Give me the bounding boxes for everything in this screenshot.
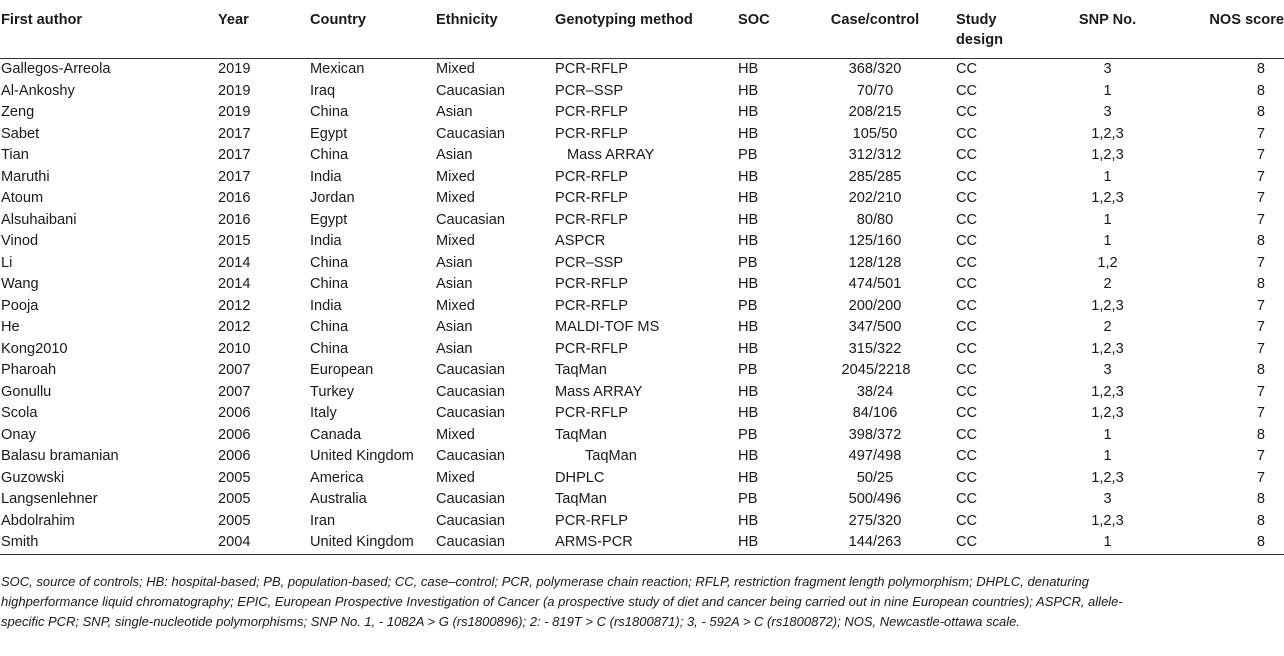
cell-nos-score: 7 [1256,125,1265,142]
cell-nos-score: 7 [1256,319,1265,335]
cell-study-design: CC [956,469,978,486]
cell-study-design: CC [956,147,978,163]
cell-country: Egypt [310,211,348,228]
table-body [0,59,1284,555]
cell-ethnicity: Caucasian [436,405,505,421]
cell-nos-score: 7 [1256,448,1265,464]
cell-genotyping-method: PCR-RFLP [555,405,628,421]
cell-study-design: CC [956,61,978,77]
cell-country: United Kingdom [284,532,428,554]
cell-study-design: CC [956,340,978,357]
cell-country: Egypt [310,125,348,142]
cell-country: China [310,319,349,335]
table-row [0,532,1284,554]
cell-nos-score: 7 [1256,469,1265,486]
cell-snp-no: 1 [1103,426,1112,443]
cell-study-design: CC [956,276,978,292]
cell-country: India [310,233,342,249]
cell-first-author: Sabet [1,125,40,142]
cell-first-author: Guzowski [1,469,65,486]
cell-case-control: 275/320 [848,512,902,529]
cell-genotyping-method: Mass ARRAY [567,147,655,163]
cell-case-control: 144/263 [810,532,940,554]
cell-year: 2016 [218,211,251,228]
cell-study-design: CC [956,125,978,142]
cell-case-control: 38/24 [856,383,894,400]
cell-country: Turkey [310,383,355,400]
cell-country: China [310,276,349,292]
table-header [0,0,1284,59]
cell-snp-no: 1 [1103,211,1112,228]
table-row [0,360,1284,382]
cell-genotyping-method: TaqMan [555,362,607,378]
header-first-author: First author [0,0,218,59]
cell-study-design: CC [956,362,978,378]
cell-nos-score: 8 [1162,532,1284,554]
cell-ethnicity: Caucasian [436,125,505,142]
cell-ethnicity: Mixed [436,233,475,249]
cell-ethnicity: Caucasian [436,448,505,464]
cell-genotyping-method: DHPLC [555,469,605,486]
cell-year: 2005 [218,469,251,486]
cell-nos-score: 8 [1256,362,1265,378]
cell-case-control: 70/70 [856,82,894,99]
cell-soc: PB [738,362,758,378]
cell-year: 2014 [218,276,251,292]
cell-country: Iraq [310,82,336,99]
table-row [0,145,1284,167]
cell-snp-no: 1,2,3 [1091,469,1124,486]
cell-year: 2006 [218,405,251,421]
cell-ethnicity: Asian [436,276,473,292]
header-snp-no: SNP No. [1053,0,1162,59]
cell-first-author: He [1,319,20,335]
cell-nos-score: 7 [1256,190,1265,206]
cell-genotyping-method: PCR-RFLP [555,168,628,185]
table-row [0,468,1284,490]
cell-soc: HB [738,448,759,464]
table-row [0,167,1284,189]
cell-year: 2007 [218,362,251,378]
cell-country: India [310,168,342,185]
cell-snp-no: 3 [1103,104,1112,120]
table-row [0,274,1284,296]
cell-snp-no: 1 [1103,168,1112,185]
cell-snp-no: 1,2 [1097,254,1118,271]
cell-year: 2006 [218,448,251,464]
table-row [0,59,1284,81]
cell-ethnicity: Asian [436,340,473,357]
cell-first-author: Alsuhaibani [1,211,77,228]
cell-first-author: Scola [1,405,38,421]
cell-soc: HB [738,211,759,228]
cell-ethnicity: Caucasian [428,532,547,554]
cell-snp-no: 1,2,3 [1091,340,1124,357]
cell-genotyping-method: ASPCR [555,233,606,249]
table-row [0,339,1284,361]
cell-first-author: Pharoah [1,362,57,378]
cell-case-control: 368/320 [848,61,902,77]
cell-genotyping-method: PCR-RFLP [555,125,628,142]
cell-study-design: CC [956,297,978,314]
header-genotyping-method: Genotyping method [547,0,732,59]
cell-year: 2019 [218,104,251,120]
cell-snp-no: 2 [1103,276,1112,292]
table-row [0,511,1284,533]
cell-study-design: CC [956,82,978,99]
cell-snp-no: 3 [1103,362,1112,378]
cell-case-control: 315/322 [848,340,902,357]
header-nos-score: NOS score [1162,0,1284,59]
table-row [0,102,1284,124]
cell-ethnicity: Caucasian [436,491,505,507]
cell-ethnicity: Caucasian [436,82,505,99]
cell-study-design: CC [956,104,978,120]
cell-nos-score: 7 [1256,211,1265,228]
cell-first-author: Langsenlehner [1,491,98,507]
table-row [0,317,1284,339]
cell-ethnicity: Mixed [436,61,475,77]
cell-nos-score: 7 [1256,168,1265,185]
cell-study-design: CC [956,233,978,249]
cell-year: 2014 [218,254,251,271]
cell-first-author: Abdolrahim [1,512,75,529]
cell-snp-no: 1,2,3 [1091,383,1124,400]
header-case-control: Case/control [810,0,940,59]
cell-genotyping-method: MALDI-TOF MS [555,319,660,335]
cell-ethnicity: Asian [436,147,473,163]
cell-nos-score: 8 [1256,82,1265,99]
cell-country: India [310,297,342,314]
cell-genotyping-method: PCR-RFLP [555,61,628,77]
cell-snp-no: 2 [1103,319,1112,335]
cell-genotyping-method: PCR-RFLP [555,104,628,120]
cell-ethnicity: Asian [436,254,473,271]
cell-soc: HB [738,405,759,421]
cell-country: Italy [310,405,337,421]
cell-genotyping-method: TaqMan [555,491,607,507]
cell-soc: HB [738,190,759,206]
cell-genotyping-method: ARMS-PCR [547,532,732,554]
cell-first-author: Wang [1,276,39,292]
cell-soc: HB [738,276,759,292]
table-footnote: SOC, source of controls; HB: hospital-based; PB, population-based; CC, case–control; PCR, polymerase chain reaction; RFLP, restriction fragment length polymorphism; DHPLC, denaturing highperformance liquid chromatography; EPIC, European Prospective Investigation of Cancer (a prospective study of diet and cancer being carried out in nine European countries); ASPCR, allele-specific PCR; SNP, single-nucleotide polymorphisms; SNP No. 1, - 1082A > G (rs1800896); 2: - 819T > C (rs1800871); 3, - 592A > C (rs1800872); NOS, Newcastle-ottawa scale. [1,574,1123,629]
cell-snp-no: 3 [1103,61,1112,77]
cell-case-control: 128/128 [848,254,902,271]
cell-case-control: 202/210 [848,190,902,206]
cell-country: Canada [310,426,362,443]
cell-country: European [310,362,374,378]
cell-first-author: Vinod [1,233,39,249]
cell-soc: HB [738,319,759,335]
cell-first-author: Pooja [1,297,39,314]
cell-study-design: CC [956,512,978,529]
cell-soc: PB [738,297,758,314]
cell-first-author: Smith [0,532,218,554]
cell-nos-score: 7 [1256,340,1265,357]
table-row [0,231,1284,253]
cell-year: 2005 [218,512,251,529]
cell-ethnicity: Mixed [436,297,475,314]
header-ethnicity: Ethnicity [428,0,547,59]
cell-genotyping-method: PCR-RFLP [555,340,628,357]
cell-nos-score: 8 [1256,233,1265,249]
cell-genotyping-method: PCR-RFLP [555,190,628,206]
cell-soc: HB [732,532,810,554]
cell-nos-score: 8 [1256,61,1265,77]
cell-nos-score: 8 [1256,104,1265,120]
cell-country: Australia [310,491,367,507]
cell-first-author: Atoum [1,190,44,206]
cell-year: 2006 [218,426,251,443]
table-row [0,425,1284,447]
table-row [0,81,1284,103]
cell-snp-no: 3 [1103,491,1112,507]
cell-soc: PB [738,254,758,271]
cell-case-control: 84/106 [852,405,898,421]
cell-snp-no: 1,2,3 [1091,125,1124,142]
cell-year: 2012 [218,319,251,335]
cell-genotyping-method: PCR–SSP [555,254,624,271]
cell-first-author: Gonullu [1,383,52,400]
cell-case-control: 312/312 [848,147,902,163]
cell-study-design: CC [956,383,978,400]
table-row [0,188,1284,210]
cell-genotyping-method: PCR-RFLP [555,211,628,228]
cell-soc: HB [738,168,759,185]
table-row [0,382,1284,404]
cell-snp-no: 1,2,3 [1091,147,1124,163]
cell-snp-no: 1 [1103,82,1112,99]
cell-case-control: 200/200 [848,297,902,314]
cell-snp-no: 1,2,3 [1091,190,1124,206]
cell-case-control: 474/501 [848,276,902,292]
cell-soc: HB [738,233,759,249]
cell-soc: PB [738,147,758,163]
cell-study-design: CC [940,532,1053,554]
cell-case-control: 2045/2218 [841,362,911,378]
cell-year: 2004 [218,532,284,554]
cell-nos-score: 8 [1256,276,1265,292]
cell-case-control: 285/285 [848,168,902,185]
cell-ethnicity: Mixed [436,426,475,443]
cell-ethnicity: Mixed [436,168,475,185]
cell-study-design: CC [956,319,978,335]
cell-country: China [310,254,349,271]
cell-country: United Kingdom [310,448,414,464]
cell-first-author: Balasu bramanian [1,448,119,464]
cell-case-control: 105/50 [852,125,898,142]
cell-year: 2016 [218,190,251,206]
cell-case-control: 125/160 [848,233,902,249]
cell-soc: HB [738,82,759,99]
cell-nos-score: 8 [1256,491,1265,507]
table-row [0,403,1284,425]
cell-year: 2017 [218,168,251,185]
cell-soc: HB [738,125,759,142]
cell-first-author: Gallegos-Arreola [1,61,111,77]
cell-genotyping-method: PCR-RFLP [555,297,628,314]
table-row [0,210,1284,232]
cell-case-control: 208/215 [848,104,902,120]
cell-soc: HB [738,61,759,77]
cell-case-control: 398/372 [848,426,902,443]
cell-study-design: CC [956,426,978,443]
table-row [0,124,1284,146]
cell-first-author: Zeng [1,104,35,120]
cell-first-author: Onay [1,426,36,443]
cell-study-design: CC [956,405,978,421]
cell-country: Jordan [310,190,355,206]
cell-nos-score: 8 [1256,512,1265,529]
header-row [0,0,1284,59]
cell-case-control: 347/500 [848,319,902,335]
cell-first-author: Li [1,254,13,271]
cell-snp-no: 1 [1053,532,1162,554]
cell-country: China [310,340,349,357]
cell-genotyping-method: PCR–SSP [555,82,624,99]
table-row [0,296,1284,318]
cell-country: China [310,147,349,163]
cell-soc: HB [738,469,759,486]
cell-country: China [310,104,349,120]
header-study-design: Study design [940,0,1053,59]
cell-soc: HB [738,383,759,400]
cell-snp-no: 1,2,3 [1091,405,1124,421]
cell-year: 2019 [218,61,251,77]
cell-first-author: Kong2010 [1,340,68,357]
cell-ethnicity: Caucasian [436,512,505,529]
cell-soc: HB [738,340,759,357]
cell-genotyping-method: TaqMan [585,448,637,464]
cell-snp-no: 1,2,3 [1091,297,1124,314]
cell-nos-score: 7 [1256,254,1265,271]
table-row [0,489,1284,511]
cell-snp-no: 1 [1103,233,1112,249]
cell-ethnicity: Caucasian [436,383,505,400]
cell-ethnicity: Caucasian [436,362,505,378]
cell-soc: PB [738,426,758,443]
table-row [0,446,1284,468]
cell-snp-no: 1 [1103,448,1112,464]
cell-country: America [310,469,364,486]
cell-year: 2010 [218,340,251,357]
cell-year: 2005 [218,491,251,507]
cell-country: Mexican [310,61,365,77]
cell-genotyping-method: PCR-RFLP [555,512,628,529]
table-row [0,253,1284,275]
cell-study-design: CC [956,168,978,185]
cell-soc: HB [738,104,759,120]
cell-snp-no: 1,2,3 [1091,512,1124,529]
cell-soc: PB [738,491,758,507]
cell-soc: HB [738,512,759,529]
cell-ethnicity: Asian [436,104,473,120]
cell-ethnicity: Mixed [436,190,475,206]
cell-first-author: Tian [1,147,29,163]
header-year: Year [218,0,284,59]
cell-study-design: CC [956,190,978,206]
cell-nos-score: 7 [1256,383,1265,400]
cell-case-control: 80/80 [856,211,894,228]
cell-study-design: CC [956,254,978,271]
cell-nos-score: 8 [1256,426,1265,443]
cell-genotyping-method: Mass ARRAY [555,383,643,400]
header-country: Country [284,0,428,59]
cell-genotyping-method: TaqMan [555,426,607,443]
cell-ethnicity: Asian [436,319,473,335]
cell-study-design: CC [956,491,978,507]
cell-study-design: CC [956,448,978,464]
cell-nos-score: 7 [1256,405,1265,421]
cell-ethnicity: Caucasian [436,211,505,228]
cell-year: 2015 [218,233,251,249]
cell-year: 2017 [218,125,251,142]
cell-year: 2019 [218,82,251,99]
cell-first-author: Al-Ankoshy [1,82,75,99]
cell-genotyping-method: PCR-RFLP [555,276,628,292]
cell-case-control: 50/25 [856,469,894,486]
header-soc: SOC [732,0,810,59]
cell-case-control: 500/496 [848,491,902,507]
cell-case-control: 497/498 [848,448,902,464]
cell-nos-score: 7 [1256,297,1265,314]
cell-country: Iran [310,512,336,529]
cell-first-author: Maruthi [1,168,50,185]
cell-nos-score: 7 [1256,147,1265,163]
cell-year: 2012 [218,297,251,314]
cell-ethnicity: Mixed [436,469,475,486]
cell-year: 2007 [218,383,251,400]
cell-year: 2017 [218,147,251,163]
cell-study-design: CC [956,211,978,228]
